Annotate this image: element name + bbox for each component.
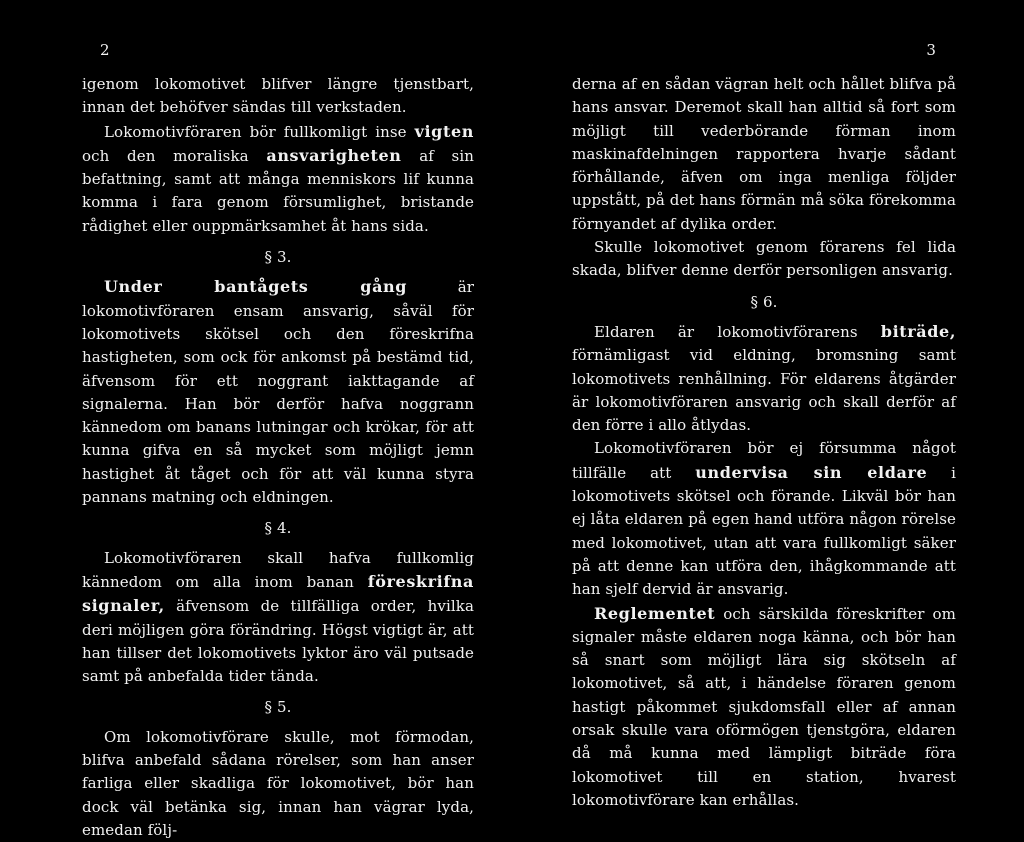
text-run: Eldaren är lokomotivförarens [594,322,858,341]
paragraph-left-2 [82,120,474,238]
emphasis-bitrade: biträde, [880,321,956,341]
emphasis-under-bantagets-gang: Under bantågets gång [104,277,408,297]
section-heading-3: § 3. [264,248,292,267]
page-number-right: 3 [926,41,936,59]
left-page-text [82,73,474,842]
emphasis-signaler: föreskrifna signaler, [82,571,474,616]
paragraph-right-1: derna af en sådan vägran helt och hållet blifva på hans ansvar. Deremot skall han alltid så fort som möjligt till vederbörande förman inom maskinafdelningen rapportera hvarje sådant förhållande, äfven om inga menliga följder uppstått, på det hans förmän må söka förekomma förnyandet af dylika order. [572,75,956,233]
text-run: och särskilda föreskrifter om signaler måste eldaren noga känna, och bör han så snart som möjligt lära sig skötseln af lokomotivet, så att, i händelse föraren genom hastigt påkommet sjukdomsfall eller af annan orsak skulle vara oförmögen tjenstgöra, eldaren då må kunna med lämpligt biträde föra lokomotivet till en station, hvarest lokomotivförare kan erhållas. [572,604,956,809]
text-run: Lokomotivföraren bör fullkomligt inse [104,122,407,141]
text-run: är lokomotivföraren ensam ansvarig, såväl för lokomotivets skötsel och den föreskrifna hastigheten, som ock för ankomst på bestämd tid, äfvensom för ett noggrant iakttagande af signalerna. Han bör derför hafva noggrann kännedom om banans lutningar och krökar, för att kunna gifva en så mycket som möjligt jemn hastighet åt tåget och för att väl kunna styra pannans matning och eldningen. [82,278,475,507]
emphasis-undervisa-sin-eldare: undervisa sin eldare [695,462,928,482]
text-run: i lokomotivets skötsel och förande. Likväl bör han ej låta eldaren på egen hand utföra någon rörelse med lokomotivet, utan att vara fullkomligt säker på att denne kan utföra den, ihågkommande att han sjelf dervid är ansvarig. [572,463,956,599]
paragraph-right-3 [572,320,956,437]
section-heading-6: § 6. [750,292,778,311]
paragraph-right-2: Skulle lokomotivet genom förarens fel lida skada, blifver denne derför personligen ansvarig. [572,238,956,280]
paragraph-left-1: igenom lokomotivet blifver längre tjenstbart, innan det behöfver sändas till verkstaden. [82,75,474,117]
text-run: Lokomotivföraren skall hafva fullkomlig kännedom om alla inom banan [82,548,474,591]
emphasis-ansvarigheten: ansvarigheten [266,145,402,165]
text-run: förnämligast vid eldning, bromsning samt lokomotivets renhållning. För eldarens åtgärder är lokomotivföraren ansvarig och skall derför af den förre i allo åtlydas. [572,346,956,435]
text-run: af sin befattning, samt att många menniskors lif kunna komma i fara genom försumlighet, bristande rådighet eller ouppmärksamhet åt hans sida. [82,146,474,235]
emphasis-reglementet: Reglementet [594,603,716,623]
left-page [82,0,475,839]
page-number-left: 2 [100,41,110,59]
text-run: och den moraliska [82,146,249,165]
section-heading-4: § 4. [264,519,292,538]
text-run: äfvensom de tillfälliga order, hvilka deri möjligen göra förändring. Högst vigtigt är, att han tillser det lokomotivets lyktor äro väl putsade samt på anbefalda tider tända. [82,597,474,686]
right-page [572,0,956,822]
paragraph-right-5 [572,602,956,813]
right-page-text [572,73,956,812]
paragraph-left-4 [82,547,474,689]
text-run: Lokomotivföraren bör ej försumma något tillfälle att [572,439,956,482]
paragraph-left-5: Om lokomotivförare skulle, mot förmodan, blifva anbefald sådana rörelser, som han anser farliga eller skadliga för lokomotivet, bör han dock väl betänka sig, innan han vägrar lyda, emedan följ- [82,727,474,839]
section-heading-5: § 5. [264,698,292,717]
paragraph-right-4 [572,437,956,601]
paragraph-left-3 [82,275,474,509]
emphasis-vigten: vigten [414,121,474,141]
